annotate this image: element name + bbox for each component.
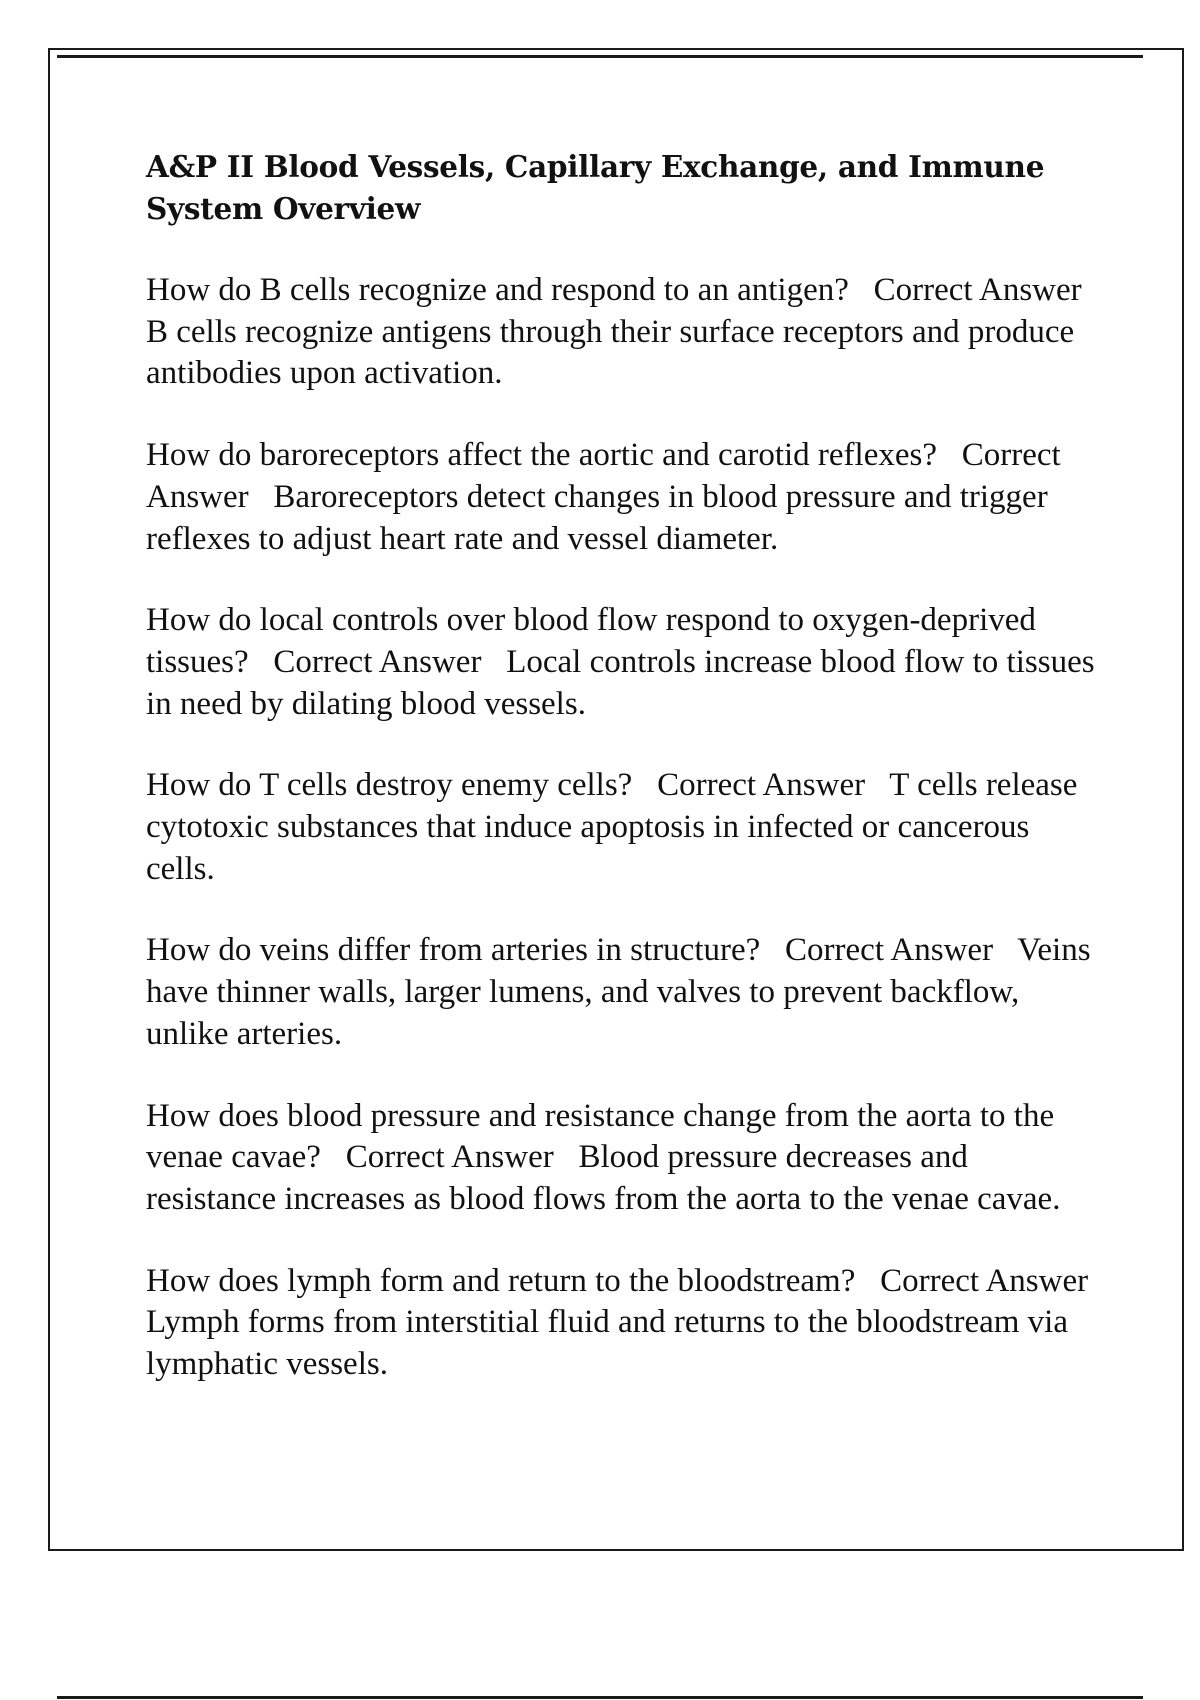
question-text: How does blood pressure and resistance change from the aorta to the venae cavae? [146,1097,1063,1176]
answer-label: Correct Answer [345,1139,554,1176]
answer-text: Veins have thinner walls, larger lumens, and valves to prevent backflow, unlike arteries. [146,932,1099,1052]
answer-label: Correct Answer [873,272,1082,308]
question-text: How do local controls over blood flow respond to oxygen-deprived tissues? [146,602,1045,680]
qa-item [146,600,1106,725]
document-body [146,146,1106,1426]
answer-text: T cells release cytotoxic substances that induce apoptosis in infected or cancerous cells. [146,767,1086,887]
answer-text: Blood pressure decreases and resistance increases as blood flows from the aorta to the venae cavae. [146,1139,1061,1217]
qa-item [146,270,1106,395]
question-text: How do veins differ from arteries in structure? [146,932,761,969]
answer-label: Correct Answer [880,1262,1089,1299]
question-text: How do B cells recognize and respond to an antigen? [146,272,849,308]
answer-label: Correct Answer [785,932,994,969]
question-text: How does lymph form and return to the bloodstream? [146,1262,856,1299]
document-title: A&P II Blood Vessels, Capillary Exchange, and Immune System Overview [146,149,1045,226]
header-rule [57,55,1143,58]
qa-item [146,930,1106,1055]
answer-label: Correct Answer [146,437,1068,515]
answer-text: Baroreceptors detect changes in blood pressure and trigger reflexes to adjust heart rate and vessel diameter. [146,478,1056,557]
question-text: How do baroreceptors affect the aortic and carotid reflexes? [146,437,938,474]
footer-rule [57,1696,1143,1699]
answer-label: Correct Answer [273,643,482,680]
answer-text: Lymph forms from interstitial fluid and returns to the bloodstream via lymphatic vessels. [146,1304,1077,1383]
qa-item [146,435,1106,560]
answer-label: Correct Answer [657,767,866,804]
answer-text: B cells recognize antigens through their surface receptors and produce antibodies upon activation. [146,313,1083,392]
qa-item [146,765,1106,890]
answer-text: Local controls increase blood flow to tissues in need by dilating blood vessels. [146,643,1103,722]
qa-item [146,1096,1106,1221]
question-text: How do T cells destroy enemy cells? [146,767,633,804]
qa-item [146,1261,1106,1386]
